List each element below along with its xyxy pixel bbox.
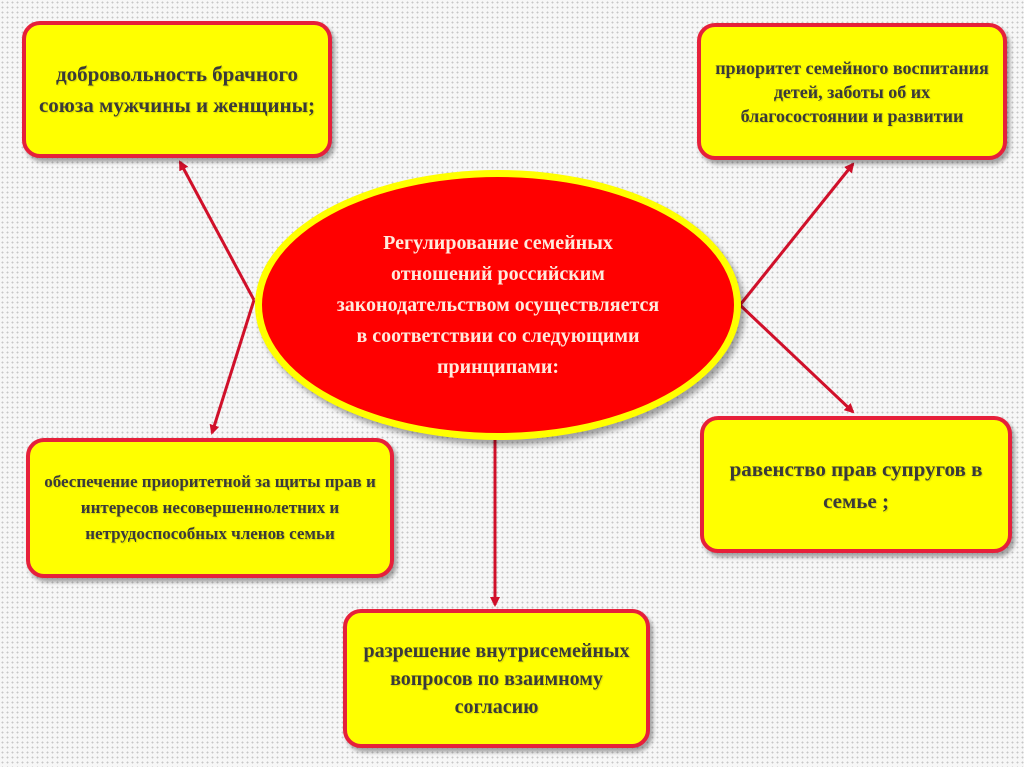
principle-minors-protection-text: обеспечение приоритетной за щиты прав и интересов несовершеннолетних и нетрудоспособных членов семьи (44, 472, 376, 543)
principle-mutual-agreement (343, 609, 650, 748)
principle-family-upbringing (697, 23, 1007, 160)
arrow-to-top-right (740, 164, 853, 305)
principle-family-upbringing-text: приоритет семейного воспитания детей, заботы об их благосостоянии и развитии (715, 57, 989, 126)
principle-mutual-agreement-text: разрешение внутрисемейных вопросов по взаимному согласию (363, 639, 630, 718)
principle-minors-protection (26, 438, 394, 578)
arrow-to-top-left (180, 162, 254, 300)
principle-voluntary-marriage-text: добровольность брачного союза мужчины и женщины; (38, 61, 315, 117)
principle-spouse-equality (700, 416, 1012, 553)
principle-spouse-equality-text: равенство прав супругов в семье ; (729, 456, 983, 513)
arrow-to-bottom-left (212, 300, 254, 433)
principle-voluntary-marriage (22, 21, 332, 158)
central-ellipse (255, 170, 741, 440)
central-ellipse-text: Регулирование семейных отношений российским законодательством осуществляется в соответствии со следующими принципами: (336, 231, 660, 378)
arrow-to-right (740, 305, 853, 412)
